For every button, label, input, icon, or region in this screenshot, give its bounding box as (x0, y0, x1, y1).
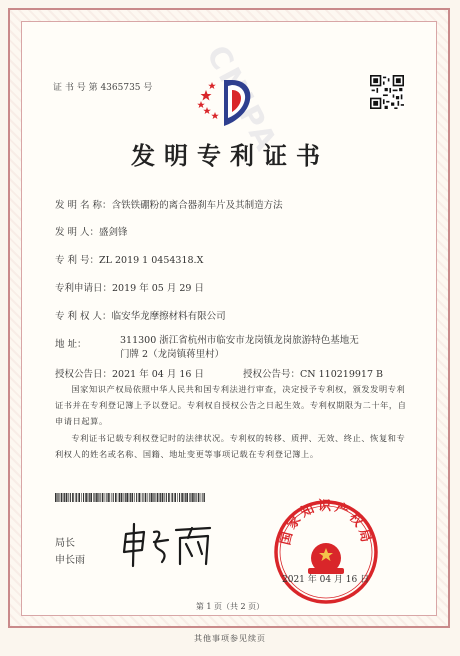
official-seal (272, 498, 380, 606)
filing-date-label: 专利申请日： (55, 283, 113, 294)
qr-code-icon (370, 75, 404, 109)
address-line-1: 311300 浙江省杭州市临安市龙岗镇龙岗旅游特色基地无 (120, 335, 359, 346)
barcode-bar (88, 493, 89, 502)
barcode-bar (184, 493, 185, 502)
barcode-bar (151, 493, 153, 502)
svg-text:国家知识产权局 (277, 498, 373, 546)
barcode-bar (201, 493, 202, 502)
invention-name-label: 发 明 名 称： (55, 200, 112, 211)
barcode-bar (125, 493, 126, 502)
address-value (120, 334, 359, 362)
barcode-bar (141, 493, 142, 502)
seal-text: 国家知识产权局 (278, 499, 374, 547)
address-line-2: 门牌 2（龙岗镇蒋里村） (120, 349, 225, 360)
barcode-bar (119, 493, 120, 502)
barcode-bar (160, 493, 161, 502)
barcode-bar (138, 493, 140, 502)
barcode-bar (81, 493, 82, 502)
barcode-bar (130, 493, 131, 502)
grant-date-value: 2021 年 04 月 16 日 (112, 369, 204, 380)
barcode-bar (123, 493, 124, 502)
barcode-bar (192, 493, 194, 502)
barcode-bar (164, 493, 165, 502)
barcode-bar (129, 493, 130, 502)
barcode-bar (142, 493, 143, 502)
barcode-bar (194, 493, 195, 502)
barcode-strip (55, 493, 205, 502)
filing-date-row (55, 280, 204, 294)
patent-number-row (55, 252, 203, 266)
barcode-bar (177, 493, 178, 502)
patentee-row (55, 308, 226, 322)
barcode-bar (204, 493, 205, 502)
barcode-bar (85, 493, 87, 502)
paragraph-legal-status: 专利证书记载专利权登记时的法律状况。专利权的转移、质押、无效、终止、恢复和专利权人的姓名或名称、国籍、地址变更等事项记载在专利登记簿上。 (55, 433, 406, 459)
cnipa-logo (188, 72, 268, 132)
barcode-bar (64, 493, 65, 502)
patent-number-label: 专 利 号： (55, 255, 100, 266)
barcode-bar (132, 493, 134, 502)
barcode-bar (185, 493, 186, 502)
barcode-bar (66, 493, 68, 502)
barcode-bar (168, 493, 170, 502)
grant-date-label: 授权公告日： (55, 369, 113, 380)
barcode-bar (75, 493, 76, 502)
seal-date: 2021 年 04 月 16 日 (282, 575, 370, 585)
barcode-bar (102, 493, 104, 502)
barcode-bar (78, 493, 80, 502)
patentee-label: 专 利 权 人： (55, 311, 112, 322)
director-title: 局长 (55, 538, 75, 549)
barcode-bar (202, 493, 203, 502)
barcode-bar (162, 493, 164, 502)
barcode-bar (72, 493, 74, 502)
address-label: 地 址： (55, 339, 87, 350)
barcode-bar (94, 493, 95, 502)
barcode-bar (149, 493, 150, 502)
barcode-bar (115, 493, 117, 502)
barcode-bar (121, 493, 123, 502)
barcode-bar (57, 493, 58, 502)
invention-name-value: 含铁铁硼粉的离合器刹车片及其制造方法 (111, 200, 283, 211)
barcode-bar (196, 493, 197, 502)
barcode-bar (166, 493, 167, 502)
barcode-bar (153, 493, 154, 502)
address-row (55, 336, 87, 350)
patent-number-value: ZL 2019 1 0454318.X (99, 255, 204, 266)
grant-date-row (55, 366, 204, 380)
grant-number-row (243, 366, 383, 380)
barcode-bar (126, 493, 128, 502)
barcode-bar (111, 493, 112, 502)
barcode-bar (89, 493, 90, 502)
barcode-bar (172, 493, 173, 502)
barcode-bar (113, 493, 114, 502)
barcode-bar (108, 493, 110, 502)
barcode-bar (61, 493, 63, 502)
barcode-bar (63, 493, 64, 502)
director-name: 申长雨 (55, 555, 85, 566)
barcode-bar (148, 493, 149, 502)
barcode-bar (68, 493, 69, 502)
barcode-bar (154, 493, 155, 502)
grant-number-value: CN 110219917 B (300, 369, 384, 380)
barcode-bar (96, 493, 98, 502)
barcode-bar (157, 493, 159, 502)
barcode-bar (145, 493, 147, 502)
patentee-value: 临安华龙摩擦材料有限公司 (111, 311, 226, 322)
barcode-bar (118, 493, 119, 502)
barcode-bar (189, 493, 190, 502)
barcode-bar (134, 493, 135, 502)
inventor-row (55, 224, 128, 238)
barcode-bar (70, 493, 71, 502)
barcode-bar (105, 493, 106, 502)
filing-date-value: 2019 年 05 月 29 日 (112, 283, 204, 294)
barcode-bar (90, 493, 92, 502)
barcode-bar (186, 493, 188, 502)
barcode-bar (159, 493, 160, 502)
barcode-bar (98, 493, 99, 502)
barcode-bar (179, 493, 180, 502)
barcode-bar (93, 493, 94, 502)
page-number: 第 1 页（共 2 页） (195, 602, 265, 611)
barcode-bar (76, 493, 77, 502)
inventor-value: 盛剑锋 (99, 227, 128, 238)
certificate-number: 证 书 号 第 4365735 号 (53, 83, 153, 93)
barcode-bar (174, 493, 176, 502)
barcode-bar (83, 493, 84, 502)
handwritten-signature (118, 520, 218, 570)
barcode-bar (136, 493, 137, 502)
certificate-title: 发明专利证书 (131, 141, 329, 170)
invention-name-row (55, 197, 283, 211)
barcode-bar (190, 493, 191, 502)
barcode-bar (106, 493, 107, 502)
barcode-bar (55, 493, 57, 502)
barcode-bar (198, 493, 200, 502)
barcode-bar (181, 493, 183, 502)
barcode-bar (58, 493, 59, 502)
barcode-bar (171, 493, 172, 502)
footer-note: 其他事项参见续页 (194, 634, 266, 643)
grant-number-label: 授权公告号： (243, 369, 301, 380)
inventor-label: 发 明 人： (55, 227, 100, 238)
paragraph-grant-statement: 国家知识产权局依照中华人民共和国专利法进行审查，决定授予专利权，颁发发明专利证书并在专利登记簿上予以登记。专利权自授权公告之日起生效。专利权期限为二十年，自申请日起算。 (55, 384, 407, 426)
barcode-bar (100, 493, 101, 502)
